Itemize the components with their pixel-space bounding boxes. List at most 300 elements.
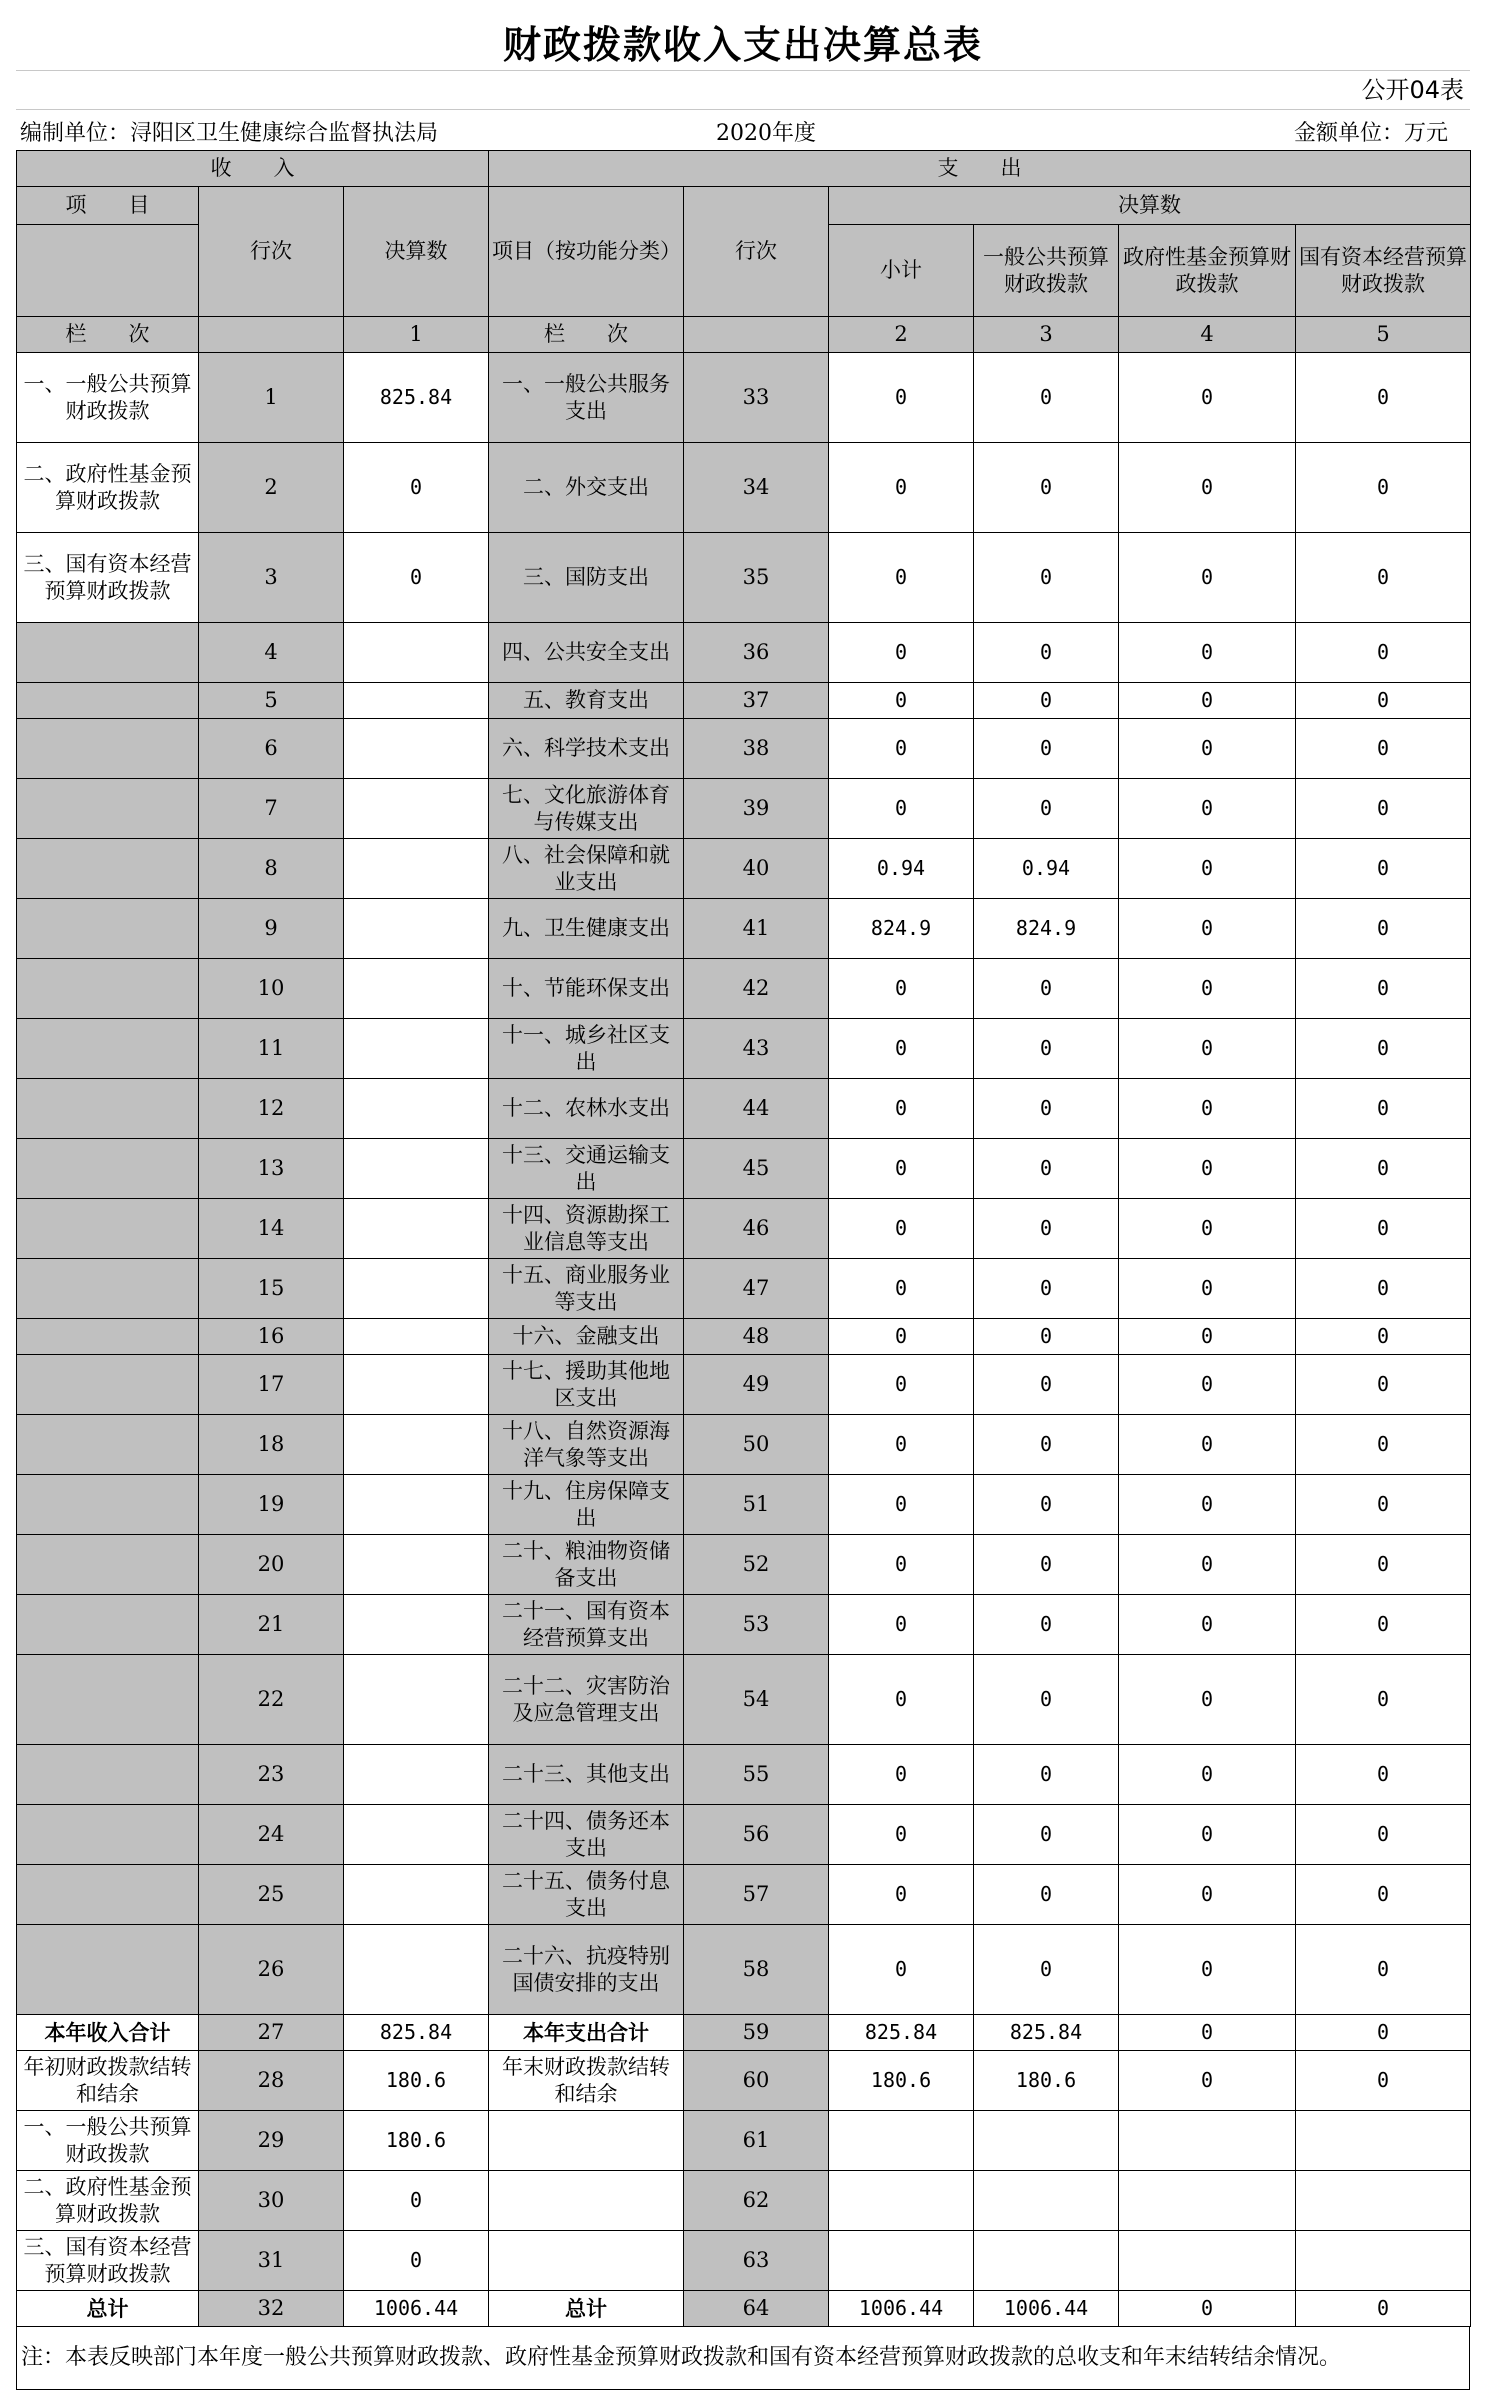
expense-line-no-cell: 62 xyxy=(684,2171,829,2231)
gov-fund-cell xyxy=(1119,2171,1296,2231)
gov-fund-cell: 0 xyxy=(1119,683,1296,719)
subtotal-cell: 0 xyxy=(829,1655,974,1745)
income-item-cell xyxy=(17,1199,199,1259)
state-capital-cell: 0 xyxy=(1296,1019,1471,1079)
income-amount-cell xyxy=(344,1415,489,1475)
expense-line-no-cell: 63 xyxy=(684,2231,829,2291)
income-amount-cell: 0 xyxy=(344,443,489,533)
state-capital-cell: 0 xyxy=(1296,1925,1471,2015)
gov-fund-cell xyxy=(1119,2231,1296,2291)
expense-line-no-cell: 36 xyxy=(684,623,829,683)
report-meta xyxy=(16,110,1470,150)
column-num-2: 2 xyxy=(829,317,974,353)
compiling-unit: 编制单位：浔阳区卫生健康综合监督执法局 xyxy=(20,121,439,146)
gov-fund-cell: 0 xyxy=(1119,1355,1296,1415)
income-line-no-cell: 17 xyxy=(199,1355,344,1415)
expense-item-cell: 二十四、债务还本支出 xyxy=(489,1805,684,1865)
general-budget-cell: 0 xyxy=(974,1535,1119,1595)
subtotal-cell xyxy=(829,2231,974,2291)
general-budget-cell: 0 xyxy=(974,1925,1119,2015)
income-item-cell: 总计 xyxy=(17,2291,199,2327)
general-budget-cell: 0 xyxy=(974,353,1119,443)
general-budget-cell: 0 xyxy=(974,779,1119,839)
income-item-cell xyxy=(17,1475,199,1535)
expense-item-cell: 十九、住房保障支出 xyxy=(489,1475,684,1535)
income-item-cell xyxy=(17,719,199,779)
general-budget-cell: 0 xyxy=(974,1259,1119,1319)
income-line-no-cell: 18 xyxy=(199,1415,344,1475)
report-title: 财政拨款收入支出决算总表 xyxy=(16,20,1470,71)
income-amount-cell: 180.6 xyxy=(344,2051,489,2111)
gov-fund-cell: 0 xyxy=(1119,1079,1296,1139)
line-no-header-2: 行次 xyxy=(684,187,829,317)
subtotal-cell: 0 xyxy=(829,353,974,443)
expense-header: 支 出 xyxy=(489,151,1471,187)
subtotal-cell: 825.84 xyxy=(829,2015,974,2051)
expense-line-no-cell: 38 xyxy=(684,719,829,779)
table-body xyxy=(17,353,1471,2327)
expense-item-cell: 十八、自然资源海洋气象等支出 xyxy=(489,1415,684,1475)
state-capital-cell: 0 xyxy=(1296,353,1471,443)
income-amount-cell xyxy=(344,1535,489,1595)
subtotal-cell: 0 xyxy=(829,959,974,1019)
income-item-cell xyxy=(17,1745,199,1805)
table-code: 公开04表 xyxy=(16,71,1470,110)
table-row xyxy=(17,1655,1471,1745)
income-item-cell xyxy=(17,1655,199,1745)
income-item-cell xyxy=(17,1865,199,1925)
general-budget-cell: 0.94 xyxy=(974,839,1119,899)
state-capital-cell: 0 xyxy=(1296,443,1471,533)
income-item-cell: 本年收入合计 xyxy=(17,2015,199,2051)
table-row xyxy=(17,2111,1471,2171)
expense-item-cell: 十七、援助其他地区支出 xyxy=(489,1355,684,1415)
expense-item-cell: 八、社会保障和就业支出 xyxy=(489,839,684,899)
expense-item-cell: 七、文化旅游体育与传媒支出 xyxy=(489,779,684,839)
income-line-no-cell: 20 xyxy=(199,1535,344,1595)
income-line-no-cell: 7 xyxy=(199,779,344,839)
function-item-header: 项目（按功能分类） xyxy=(489,187,684,317)
table-row xyxy=(17,443,1471,533)
general-budget-header: 一般公共预算财政拨款 xyxy=(974,225,1119,317)
gov-fund-cell: 0 xyxy=(1119,1595,1296,1655)
expense-line-no-cell: 45 xyxy=(684,1139,829,1199)
income-amount-cell xyxy=(344,623,489,683)
income-amount-cell xyxy=(344,1355,489,1415)
income-item-cell xyxy=(17,1259,199,1319)
state-capital-cell: 0 xyxy=(1296,959,1471,1019)
income-line-no-cell: 26 xyxy=(199,1925,344,2015)
table-row xyxy=(17,1805,1471,1865)
expense-item-cell: 二十一、国有资本经营预算支出 xyxy=(489,1595,684,1655)
gov-fund-cell: 0 xyxy=(1119,1805,1296,1865)
income-amount-cell xyxy=(344,1139,489,1199)
general-budget-cell: 0 xyxy=(974,533,1119,623)
state-capital-cell xyxy=(1296,2171,1471,2231)
income-line-no-cell: 9 xyxy=(199,899,344,959)
income-line-no-cell: 32 xyxy=(199,2291,344,2327)
state-capital-cell: 0 xyxy=(1296,2015,1471,2051)
gov-fund-cell: 0 xyxy=(1119,1475,1296,1535)
table-row xyxy=(17,1199,1471,1259)
line-no-header: 行次 xyxy=(199,187,344,317)
general-budget-cell: 0 xyxy=(974,1655,1119,1745)
general-budget-cell: 180.6 xyxy=(974,2051,1119,2111)
income-item-cell xyxy=(17,899,199,959)
table-row xyxy=(17,1595,1471,1655)
gov-fund-header: 政府性基金预算财政拨款 xyxy=(1119,225,1296,317)
gov-fund-cell xyxy=(1119,2111,1296,2171)
state-capital-cell: 0 xyxy=(1296,2051,1471,2111)
expense-item-cell: 二十五、债务付息支出 xyxy=(489,1865,684,1925)
table-row xyxy=(17,839,1471,899)
expense-line-no-cell: 56 xyxy=(684,1805,829,1865)
expense-line-no-cell: 43 xyxy=(684,1019,829,1079)
expense-item-cell: 十、节能环保支出 xyxy=(489,959,684,1019)
expense-item-cell: 五、教育支出 xyxy=(489,683,684,719)
expense-line-no-cell: 49 xyxy=(684,1355,829,1415)
income-item-cell xyxy=(17,1535,199,1595)
income-amount-cell: 825.84 xyxy=(344,2015,489,2051)
state-capital-cell: 0 xyxy=(1296,623,1471,683)
state-capital-cell: 0 xyxy=(1296,899,1471,959)
subtotal-cell: 0 xyxy=(829,1745,974,1805)
subtotal-cell: 0 xyxy=(829,443,974,533)
expense-item-cell: 年末财政拨款结转和结余 xyxy=(489,2051,684,2111)
state-capital-cell: 0 xyxy=(1296,839,1471,899)
income-item-cell xyxy=(17,1415,199,1475)
general-budget-cell: 0 xyxy=(974,1079,1119,1139)
income-line-no-cell: 6 xyxy=(199,719,344,779)
subtotal-cell: 0 xyxy=(829,1535,974,1595)
subtotal-cell: 0 xyxy=(829,1475,974,1535)
income-line-no-cell: 3 xyxy=(199,533,344,623)
income-amount-cell xyxy=(344,719,489,779)
income-line-no-cell: 2 xyxy=(199,443,344,533)
expense-line-no-cell: 48 xyxy=(684,1319,829,1355)
income-item-cell xyxy=(17,779,199,839)
expense-line-no-cell: 33 xyxy=(684,353,829,443)
general-budget-cell xyxy=(974,2171,1119,2231)
subtotal-cell: 0 xyxy=(829,1805,974,1865)
column-num-4: 4 xyxy=(1119,317,1296,353)
footnote: 注：本表反映部门本年度一般公共预算财政拨款、政府性基金预算财政拨款和国有资本经营预算财政拨款的总收支和年末结转结余情况。 xyxy=(16,2327,1470,2390)
income-line-no-cell: 21 xyxy=(199,1595,344,1655)
state-capital-cell: 0 xyxy=(1296,1139,1471,1199)
table-row xyxy=(17,1925,1471,2015)
expense-line-no-cell: 42 xyxy=(684,959,829,1019)
income-amount-cell xyxy=(344,1805,489,1865)
gov-fund-cell: 0 xyxy=(1119,1019,1296,1079)
income-item-cell xyxy=(17,1139,199,1199)
income-line-no-cell: 15 xyxy=(199,1259,344,1319)
expense-item-cell: 十六、金融支出 xyxy=(489,1319,684,1355)
general-budget-cell: 0 xyxy=(974,1199,1119,1259)
income-line-no-cell: 29 xyxy=(199,2111,344,2171)
expense-item-cell: 六、科学技术支出 xyxy=(489,719,684,779)
subtotal-cell: 0 xyxy=(829,533,974,623)
expense-item-cell: 本年支出合计 xyxy=(489,2015,684,2051)
income-amount-cell: 1006.44 xyxy=(344,2291,489,2327)
general-budget-cell: 0 xyxy=(974,1355,1119,1415)
general-budget-cell: 0 xyxy=(974,1415,1119,1475)
income-amount-cell xyxy=(344,1655,489,1745)
gov-fund-cell: 0 xyxy=(1119,1139,1296,1199)
gov-fund-cell: 0 xyxy=(1119,1535,1296,1595)
expense-item-cell: 十三、交通运输支出 xyxy=(489,1139,684,1199)
state-capital-header: 国有资本经营预算财政拨款 xyxy=(1296,225,1471,317)
income-amount-cell xyxy=(344,959,489,1019)
income-line-no-cell: 8 xyxy=(199,839,344,899)
subtotal-cell: 0 xyxy=(829,1019,974,1079)
income-line-no-cell: 12 xyxy=(199,1079,344,1139)
expense-line-no-cell: 61 xyxy=(684,2111,829,2171)
income-item-cell xyxy=(17,683,199,719)
gov-fund-cell: 0 xyxy=(1119,1415,1296,1475)
income-line-no-cell: 5 xyxy=(199,683,344,719)
income-line-no-cell: 14 xyxy=(199,1199,344,1259)
state-capital-cell: 0 xyxy=(1296,1199,1471,1259)
income-item-cell xyxy=(17,1319,199,1355)
general-budget-cell: 0 xyxy=(974,1595,1119,1655)
gov-fund-cell: 0 xyxy=(1119,1259,1296,1319)
table-row xyxy=(17,779,1471,839)
income-amount-cell: 0 xyxy=(344,533,489,623)
expense-item-cell: 总计 xyxy=(489,2291,684,2327)
expense-item-cell: 十二、农林水支出 xyxy=(489,1079,684,1139)
gov-fund-cell: 0 xyxy=(1119,839,1296,899)
table-row xyxy=(17,353,1471,443)
expense-line-no-cell: 58 xyxy=(684,1925,829,2015)
general-budget-cell: 0 xyxy=(974,683,1119,719)
income-item-cell: 二、政府性基金预算财政拨款 xyxy=(17,443,199,533)
income-item-cell xyxy=(17,1805,199,1865)
subtotal-cell: 0 xyxy=(829,683,974,719)
income-amount-cell xyxy=(344,1019,489,1079)
column-label-blank xyxy=(199,317,344,353)
state-capital-cell: 0 xyxy=(1296,1475,1471,1535)
state-capital-cell: 0 xyxy=(1296,719,1471,779)
state-capital-cell: 0 xyxy=(1296,683,1471,719)
income-line-no-cell: 1 xyxy=(199,353,344,443)
expense-line-no-cell: 51 xyxy=(684,1475,829,1535)
income-amount-cell xyxy=(344,1259,489,1319)
expense-item-cell: 十四、资源勘探工业信息等支出 xyxy=(489,1199,684,1259)
column-label-left: 栏 次 xyxy=(17,317,199,353)
expense-line-no-cell: 54 xyxy=(684,1655,829,1745)
income-amount-cell xyxy=(344,779,489,839)
income-item-cell: 二、政府性基金预算财政拨款 xyxy=(17,2171,199,2231)
table-row xyxy=(17,899,1471,959)
state-capital-cell: 0 xyxy=(1296,2291,1471,2327)
expense-item-cell xyxy=(489,2231,684,2291)
state-capital-cell: 0 xyxy=(1296,1535,1471,1595)
expense-line-no-cell: 44 xyxy=(684,1079,829,1139)
income-amount-cell xyxy=(344,1199,489,1259)
general-budget-cell: 0 xyxy=(974,1019,1119,1079)
state-capital-cell: 0 xyxy=(1296,1415,1471,1475)
state-capital-cell: 0 xyxy=(1296,1355,1471,1415)
income-amount-cell xyxy=(344,899,489,959)
expense-line-no-cell: 46 xyxy=(684,1199,829,1259)
general-budget-cell: 825.84 xyxy=(974,2015,1119,2051)
expense-line-no-cell: 37 xyxy=(684,683,829,719)
general-budget-cell: 0 xyxy=(974,1865,1119,1925)
general-budget-cell: 0 xyxy=(974,443,1119,533)
expense-line-no-cell: 41 xyxy=(684,899,829,959)
table-row xyxy=(17,959,1471,1019)
subtotal-cell: 0 xyxy=(829,1259,974,1319)
state-capital-cell: 0 xyxy=(1296,1595,1471,1655)
expense-line-no-cell: 50 xyxy=(684,1415,829,1475)
expense-line-no-cell: 60 xyxy=(684,2051,829,2111)
income-line-no-cell: 22 xyxy=(199,1655,344,1745)
expense-line-no-cell: 59 xyxy=(684,2015,829,2051)
state-capital-cell: 0 xyxy=(1296,1865,1471,1925)
subtotal-cell: 0 xyxy=(829,1355,974,1415)
item-header: 项 目 xyxy=(17,187,199,225)
income-amount-cell xyxy=(344,1595,489,1655)
gov-fund-cell: 0 xyxy=(1119,719,1296,779)
fiscal-year: 2020年度 xyxy=(716,121,816,146)
expense-item-cell: 二十、粮油物资储备支出 xyxy=(489,1535,684,1595)
table-row xyxy=(17,2015,1471,2051)
income-amount-cell: 0 xyxy=(344,2171,489,2231)
general-budget-cell: 0 xyxy=(974,1139,1119,1199)
gov-fund-cell: 0 xyxy=(1119,443,1296,533)
income-item-cell: 三、国有资本经营预算财政拨款 xyxy=(17,2231,199,2291)
income-line-no-cell: 28 xyxy=(199,2051,344,2111)
expense-line-no-cell: 53 xyxy=(684,1595,829,1655)
column-label-right: 栏 次 xyxy=(489,317,684,353)
income-item-cell xyxy=(17,839,199,899)
state-capital-cell: 0 xyxy=(1296,1079,1471,1139)
income-line-no-cell: 27 xyxy=(199,2015,344,2051)
amount-group-header: 决算数 xyxy=(829,187,1471,225)
table-row xyxy=(17,1745,1471,1805)
income-item-cell: 一、一般公共预算财政拨款 xyxy=(17,353,199,443)
state-capital-cell: 0 xyxy=(1296,779,1471,839)
gov-fund-cell: 0 xyxy=(1119,899,1296,959)
general-budget-cell xyxy=(974,2111,1119,2171)
income-item-cell: 一、一般公共预算财政拨款 xyxy=(17,2111,199,2171)
general-budget-cell xyxy=(974,2231,1119,2291)
income-amount-cell xyxy=(344,1745,489,1805)
expense-line-no-cell: 35 xyxy=(684,533,829,623)
income-item-cell xyxy=(17,1595,199,1655)
income-amount-cell xyxy=(344,683,489,719)
column-label-blank-2 xyxy=(684,317,829,353)
item-header-blank xyxy=(17,225,199,317)
general-budget-cell: 824.9 xyxy=(974,899,1119,959)
subtotal-header: 小计 xyxy=(829,225,974,317)
expense-line-no-cell: 55 xyxy=(684,1745,829,1805)
table-row xyxy=(17,2051,1471,2111)
table-row xyxy=(17,2171,1471,2231)
state-capital-cell: 0 xyxy=(1296,1655,1471,1745)
money-unit: 金额单位：万元 xyxy=(1293,121,1448,146)
general-budget-cell: 0 xyxy=(974,1805,1119,1865)
general-budget-cell: 0 xyxy=(974,1319,1119,1355)
expense-item-cell xyxy=(489,2171,684,2231)
gov-fund-cell: 0 xyxy=(1119,1199,1296,1259)
subtotal-cell: 1006.44 xyxy=(829,2291,974,2327)
income-line-no-cell: 16 xyxy=(199,1319,344,1355)
subtotal-cell xyxy=(829,2111,974,2171)
expense-line-no-cell: 39 xyxy=(684,779,829,839)
subtotal-cell: 0 xyxy=(829,719,974,779)
subtotal-cell: 0 xyxy=(829,1415,974,1475)
income-line-no-cell: 25 xyxy=(199,1865,344,1925)
subtotal-cell: 0 xyxy=(829,1925,974,2015)
expense-line-no-cell: 64 xyxy=(684,2291,829,2327)
income-header: 收 入 xyxy=(17,151,489,187)
income-line-no-cell: 31 xyxy=(199,2231,344,2291)
table-row xyxy=(17,683,1471,719)
table-row xyxy=(17,1319,1471,1355)
income-amount-cell: 0 xyxy=(344,2231,489,2291)
table-row xyxy=(17,1355,1471,1415)
gov-fund-cell: 0 xyxy=(1119,1865,1296,1925)
gov-fund-cell: 0 xyxy=(1119,2051,1296,2111)
expense-item-cell: 二十三、其他支出 xyxy=(489,1745,684,1805)
general-budget-cell: 1006.44 xyxy=(974,2291,1119,2327)
expense-item-cell: 一、一般公共服务支出 xyxy=(489,353,684,443)
table-row xyxy=(17,1139,1471,1199)
expense-line-no-cell: 52 xyxy=(684,1535,829,1595)
gov-fund-cell: 0 xyxy=(1119,1655,1296,1745)
income-item-cell: 年初财政拨款结转和结余 xyxy=(17,2051,199,2111)
subtotal-cell: 0 xyxy=(829,1139,974,1199)
table-row xyxy=(17,2291,1471,2327)
subtotal-cell: 0 xyxy=(829,779,974,839)
subtotal-cell xyxy=(829,2171,974,2231)
report-sheet xyxy=(16,20,1470,2390)
income-amount-cell: 180.6 xyxy=(344,2111,489,2171)
general-budget-cell: 0 xyxy=(974,1745,1119,1805)
subtotal-cell: 0 xyxy=(829,1865,974,1925)
income-line-no-cell: 13 xyxy=(199,1139,344,1199)
expense-item-cell: 二、外交支出 xyxy=(489,443,684,533)
table-row xyxy=(17,719,1471,779)
expense-item-cell xyxy=(489,2111,684,2171)
income-line-no-cell: 11 xyxy=(199,1019,344,1079)
expense-line-no-cell: 40 xyxy=(684,839,829,899)
table-row xyxy=(17,1019,1471,1079)
gov-fund-cell: 0 xyxy=(1119,623,1296,683)
income-line-no-cell: 4 xyxy=(199,623,344,683)
subtotal-cell: 0 xyxy=(829,1595,974,1655)
expense-item-cell: 十一、城乡社区支出 xyxy=(489,1019,684,1079)
table-row xyxy=(17,623,1471,683)
income-item-cell xyxy=(17,623,199,683)
expense-item-cell: 四、公共安全支出 xyxy=(489,623,684,683)
expense-line-no-cell: 34 xyxy=(684,443,829,533)
income-amount-cell xyxy=(344,1865,489,1925)
table-row xyxy=(17,1865,1471,1925)
gov-fund-cell: 0 xyxy=(1119,533,1296,623)
gov-fund-cell: 0 xyxy=(1119,959,1296,1019)
state-capital-cell: 0 xyxy=(1296,1745,1471,1805)
table-row xyxy=(17,1079,1471,1139)
state-capital-cell: 0 xyxy=(1296,533,1471,623)
general-budget-cell: 0 xyxy=(974,719,1119,779)
state-capital-cell xyxy=(1296,2231,1471,2291)
expense-item-cell: 三、国防支出 xyxy=(489,533,684,623)
table-row xyxy=(17,1535,1471,1595)
income-item-cell xyxy=(17,1925,199,2015)
subtotal-cell: 180.6 xyxy=(829,2051,974,2111)
